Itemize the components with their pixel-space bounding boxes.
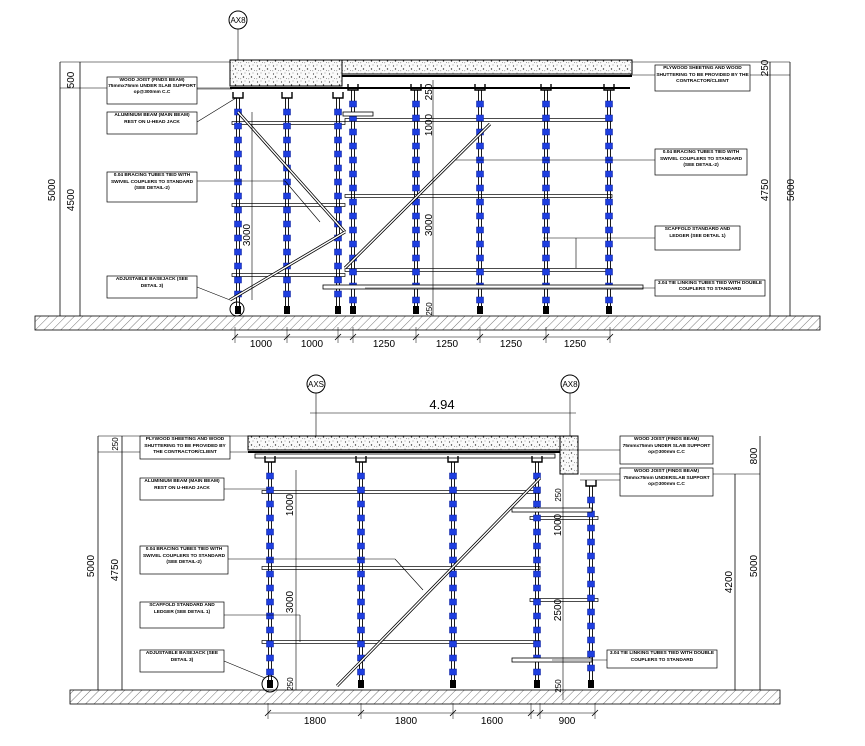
dim2-right-1000: 1000 [553, 513, 564, 537]
coupler [358, 669, 365, 675]
coupler [413, 185, 420, 191]
coupler [350, 213, 357, 219]
coupler [358, 627, 365, 633]
coupler [543, 101, 550, 107]
note-bracing-left: 0.04 BRACING TUBES TIED WITH SWIVEL COUPLERS TO STANDARD (SEE DETAIL-2) [110, 173, 194, 192]
coupler [267, 557, 274, 563]
coupler [543, 255, 550, 261]
coupler [335, 151, 342, 157]
coupler [358, 529, 365, 535]
span-label: 4.94 [429, 397, 455, 412]
coupler [235, 221, 242, 227]
dim2-bottom-1800-a: 1800 [303, 716, 327, 727]
coupler [588, 637, 595, 643]
coupler [606, 129, 613, 135]
scaffold-standard [233, 92, 243, 314]
coupler [358, 501, 365, 507]
dim-500: 500 [66, 71, 77, 89]
coupler [284, 109, 291, 115]
coupler [335, 263, 342, 269]
coupler [606, 227, 613, 233]
note2-standard: SCAFFOLD STANDARD AND LEDGER (SEE DETAIL 1) [149, 603, 215, 615]
coupler [588, 595, 595, 601]
coupler [235, 207, 242, 213]
coupler [358, 613, 365, 619]
dim2-inner-1000: 1000 [285, 493, 296, 517]
coupler [267, 473, 274, 479]
coupler [267, 529, 274, 535]
ground-hatch-2 [70, 690, 780, 704]
coupler [534, 487, 541, 493]
scaffold-standards-2 [262, 456, 598, 688]
coupler [284, 291, 291, 297]
dim-inner-250: 250 [424, 83, 435, 101]
dim2-inner-3000: 3000 [285, 590, 296, 614]
coupler [267, 571, 274, 577]
dim-250: 250 [760, 59, 771, 77]
coupler [413, 129, 420, 135]
coupler [477, 171, 484, 177]
coupler [413, 171, 420, 177]
coupler [235, 235, 242, 241]
coupler [267, 613, 274, 619]
note-wood-joist: WOOD JOIST (FINDS BEAM) 75mmx75mm UNDER SLAB SUPPORT op@300mm C.C [108, 78, 196, 96]
coupler [534, 627, 541, 633]
coupler [267, 487, 274, 493]
coupler [450, 473, 457, 479]
coupler [588, 553, 595, 559]
coupler [284, 221, 291, 227]
note-basejack: ADJUSTABLE BASEJACK (SEE DETAIL 3) [115, 277, 189, 289]
coupler [413, 115, 420, 121]
coupler [543, 171, 550, 177]
dim2-right-250-bottom: 250 [554, 679, 563, 693]
coupler [543, 115, 550, 121]
coupler [534, 613, 541, 619]
coupler [543, 185, 550, 191]
coupler [450, 669, 457, 675]
dim-bottom-1250-a: 1250 [372, 339, 396, 350]
coupler [235, 277, 242, 283]
coupler [284, 137, 291, 143]
concrete-beam-2 [560, 436, 578, 474]
scaffold-standard [604, 84, 614, 314]
coupler [543, 241, 550, 247]
dim-bottom-1250-b: 1250 [435, 339, 459, 350]
coupler [477, 199, 484, 205]
coupler [588, 539, 595, 545]
coupler [588, 665, 595, 671]
coupler [477, 115, 484, 121]
coupler [534, 557, 541, 563]
axis-marker-left-label: AXS [307, 380, 325, 389]
coupler [413, 101, 420, 107]
scaffold-standard [265, 456, 275, 688]
coupler [606, 269, 613, 275]
coupler [358, 599, 365, 605]
coupler [235, 123, 242, 129]
dim-inner-3000: 3000 [424, 213, 435, 237]
scaffold-standard [282, 92, 292, 314]
coupler [588, 497, 595, 503]
coupler [588, 525, 595, 531]
coupler [413, 143, 420, 149]
coupler [450, 641, 457, 647]
coupler [534, 585, 541, 591]
coupler [267, 543, 274, 549]
concrete-slab-2 [248, 436, 578, 450]
coupler [235, 151, 242, 157]
coupler [358, 557, 365, 563]
coupler [450, 487, 457, 493]
coupler [413, 157, 420, 163]
dim2-5000-right: 5000 [749, 554, 760, 578]
coupler [284, 193, 291, 199]
coupler [267, 669, 274, 675]
dim2-5000: 5000 [86, 554, 97, 578]
coupler [477, 269, 484, 275]
coupler [477, 241, 484, 247]
coupler [413, 213, 420, 219]
note2-basejack: ADJUSTABLE BASEJACK (SEE DETAIL 3) [145, 651, 219, 663]
coupler [450, 585, 457, 591]
coupler [534, 529, 541, 535]
coupler [606, 199, 613, 205]
coupler [267, 627, 274, 633]
coupler [534, 641, 541, 647]
note-aluminium-beam: ALUMINIUM BEAM (MAIN BEAM) REST ON U-HEAD JACK [114, 113, 190, 125]
dim2-inner-250: 250 [286, 677, 295, 691]
coupler [534, 669, 541, 675]
coupler [350, 157, 357, 163]
note2-wood-joist-1: WOOD JOIST (FINDS BEAM) 75mmx75mm UNDER SLAB SUPPORT op@300mm C.C [622, 437, 711, 456]
coupler [235, 137, 242, 143]
coupler [413, 241, 420, 247]
coupler [477, 255, 484, 261]
coupler [588, 567, 595, 573]
coupler [335, 291, 342, 297]
coupler [350, 199, 357, 205]
coupler [267, 599, 274, 605]
scaffold-standard [356, 456, 366, 688]
dim2-bottom-1800-b: 1800 [394, 716, 418, 727]
coupler [350, 129, 357, 135]
coupler [450, 557, 457, 563]
coupler [358, 473, 365, 479]
note2-bracing: 0.04 BRACING TUBES TIED WITH SWIVEL COUPLERS TO STANDARD (SEE DETAIL-2) [142, 547, 226, 566]
coupler [606, 185, 613, 191]
note-plywood: PLYWOOD SHEETING AND WOOD SHUTTERING TO BE PROVIDED BY THE CONTRACTOR/CLIENT [656, 66, 749, 85]
note2-aluminium-beam: ALUMINIUM BEAM (MAIN BEAM) REST ON U-HEAD JACK [144, 479, 220, 491]
coupler [350, 297, 357, 303]
elevation-1 [35, 11, 820, 350]
dim-4750: 4750 [760, 178, 771, 202]
dim-bottom-1250-c: 1250 [499, 339, 523, 350]
dim2-right-250: 250 [554, 488, 563, 502]
coupler [477, 185, 484, 191]
coupler [450, 543, 457, 549]
coupler [534, 515, 541, 521]
bracing-tube [238, 112, 345, 232]
note2-tie: 3.04 TIE LINKING TUBES TIED WITH DOUBLE COUPLERS TO STANDARD [609, 651, 715, 663]
coupler [543, 297, 550, 303]
coupler [450, 571, 457, 577]
ledger [262, 567, 540, 570]
note2-wood-joist-2: WOOD JOIST (FINDS BEAM) 75mmx75mm UNDERSLAB SUPPORT op@300mm C.C [623, 469, 710, 488]
dim2-800: 800 [749, 447, 760, 465]
axis-marker-right-label: AX8 [562, 380, 578, 389]
coupler [350, 241, 357, 247]
coupler [358, 487, 365, 493]
dim-bottom-1000-a: 1000 [249, 339, 273, 350]
coupler [267, 585, 274, 591]
coupler [350, 227, 357, 233]
coupler [284, 235, 291, 241]
coupler [358, 571, 365, 577]
coupler [358, 543, 365, 549]
coupler [350, 185, 357, 191]
dim2-4750: 4750 [110, 558, 121, 582]
ledger [262, 491, 540, 494]
bracing-tube-2 [337, 478, 540, 686]
coupler [588, 581, 595, 587]
coupler [606, 213, 613, 219]
coupler [358, 641, 365, 647]
coupler [335, 165, 342, 171]
dim-bottom-1250-d: 1250 [563, 339, 587, 350]
coupler [450, 515, 457, 521]
coupler [335, 207, 342, 213]
coupler [350, 269, 357, 275]
concrete-slab-beam [230, 60, 342, 86]
dim2-bottom-900: 900 [558, 716, 576, 727]
coupler [284, 151, 291, 157]
coupler [450, 529, 457, 535]
scaffold-standard [532, 456, 542, 688]
coupler [477, 143, 484, 149]
scaffold-standards [232, 84, 614, 314]
note-standard: SCAFFOLD STANDARD AND LEDGER (SEE DETAIL 1) [664, 227, 731, 239]
coupler [350, 171, 357, 177]
scaffold-standard [541, 84, 551, 314]
scaffold-standard [348, 84, 358, 314]
coupler [543, 213, 550, 219]
coupler [235, 179, 242, 185]
dim-5000: 5000 [47, 178, 58, 202]
coupler [606, 143, 613, 149]
coupler [284, 249, 291, 255]
coupler [235, 165, 242, 171]
coupler [534, 543, 541, 549]
coupler [335, 179, 342, 185]
coupler [534, 599, 541, 605]
elevation-2 [70, 375, 780, 727]
coupler [543, 143, 550, 149]
dim-inner-3000-left: 3000 [242, 223, 253, 247]
coupler [606, 241, 613, 247]
coupler [284, 123, 291, 129]
coupler [543, 227, 550, 233]
coupler [450, 655, 457, 661]
coupler [477, 297, 484, 303]
coupler [606, 171, 613, 177]
coupler [335, 137, 342, 143]
coupler [413, 297, 420, 303]
coupler [450, 627, 457, 633]
note-bracing-right: 0.04 BRACING TUBES TIED WITH SWIVEL COUPLERS TO STANDARD (SEE DETAIL-2) [659, 150, 743, 169]
scaffold-standard [333, 92, 343, 314]
coupler [350, 143, 357, 149]
dim-4500: 4500 [66, 188, 77, 212]
coupler [267, 655, 274, 661]
concrete-slab [342, 60, 632, 74]
coupler [284, 207, 291, 213]
coupler [350, 101, 357, 107]
coupler [335, 193, 342, 199]
note-tie: 3.04 TIE LINKING TUBES TIED WITH DOUBLE COUPLERS TO STANDARD [657, 281, 763, 293]
coupler [588, 651, 595, 657]
coupler [543, 129, 550, 135]
coupler [477, 227, 484, 233]
dim-bottom-1000-b: 1000 [300, 339, 324, 350]
coupler [450, 501, 457, 507]
coupler [358, 585, 365, 591]
scaffold-standard [475, 84, 485, 314]
coupler [335, 109, 342, 115]
coupler [606, 101, 613, 107]
ledger [262, 641, 540, 644]
coupler [534, 501, 541, 507]
dim-inner-1000: 1000 [424, 113, 435, 137]
coupler [235, 193, 242, 199]
coupler [477, 213, 484, 219]
dim2-right-2500: 2500 [553, 598, 564, 622]
coupler [450, 599, 457, 605]
coupler [267, 515, 274, 521]
axis-marker-label: AX8 [230, 16, 246, 25]
coupler [543, 269, 550, 275]
coupler [235, 263, 242, 269]
coupler [588, 609, 595, 615]
coupler [534, 571, 541, 577]
coupler [413, 255, 420, 261]
coupler [267, 641, 274, 647]
dim-inner-250-bottom: 250 [425, 302, 434, 316]
coupler [606, 255, 613, 261]
dim-5000-right: 5000 [786, 178, 797, 202]
coupler [413, 227, 420, 233]
coupler [284, 179, 291, 185]
coupler [335, 277, 342, 283]
coupler [606, 297, 613, 303]
coupler [267, 501, 274, 507]
ground-hatch [35, 316, 820, 330]
coupler [543, 199, 550, 205]
coupler [588, 623, 595, 629]
coupler [450, 613, 457, 619]
dim2-4200: 4200 [724, 570, 735, 594]
dim2-250: 250 [111, 437, 120, 451]
coupler [335, 249, 342, 255]
coupler [284, 277, 291, 283]
coupler [335, 123, 342, 129]
dim2-bottom-1600: 1600 [480, 716, 504, 727]
note2-plywood: PLYWOOD SHEETING AND WOOD SHUTTERING TO BE PROVIDED BY THE CONTRACTOR/CLIENT [144, 437, 226, 456]
coupler [477, 101, 484, 107]
coupler [413, 269, 420, 275]
coupler [358, 515, 365, 521]
coupler [606, 115, 613, 121]
coupler [235, 249, 242, 255]
